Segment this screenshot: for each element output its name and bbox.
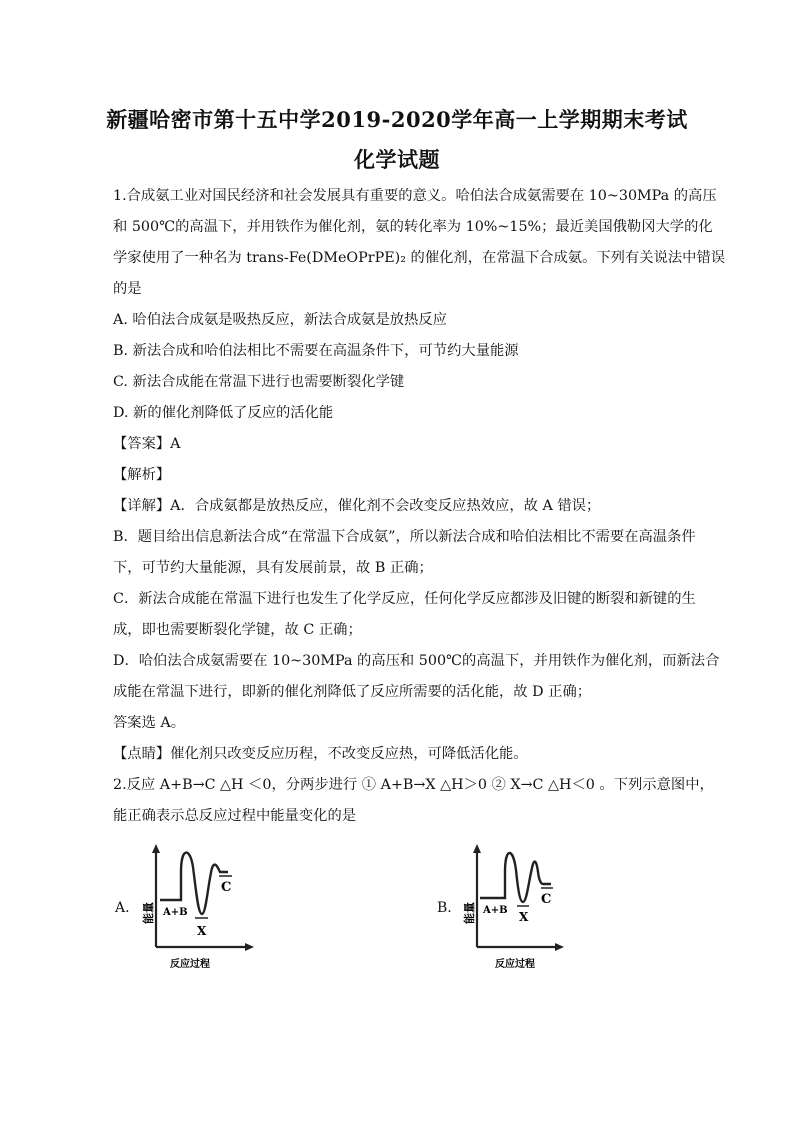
- document-subtitle: 化学试题: [354, 147, 440, 172]
- reactant-label: A+B: [483, 905, 508, 916]
- q2-stem-line: 2.反应 A+B→C △H ＜0，分两步进行 ① A+B→X △H＞0 ② X→C △H＜0 。下列示意图中，: [113, 777, 714, 793]
- question-body: [113, 181, 726, 832]
- q1-detail-line: B．题目给出信息新法合成“在常温下合成氨”，所以新法合成和哈伯法相比不需要在高温条件: [113, 529, 696, 545]
- q1-option-b: B. 新法合成和哈伯法相比不需要在高温条件下，可节约大量能源: [113, 343, 519, 359]
- q1-stem-line: 的是: [113, 281, 142, 297]
- intermediate-label: X: [197, 924, 207, 938]
- q1-option-d: D. 新的催化剂降低了反应的活化能: [113, 405, 334, 421]
- q1-detail-line: 成，即也需要断裂化学键，故 C 正确；: [113, 622, 362, 638]
- q1-stem-line: 和 500℃的高温下，并用铁作为催化剂，氨的转化率为 10%~15%；最近美国俄勒冈大学的化: [113, 219, 713, 235]
- q1-detail-line: 下，可节约大量能源，具有发展前景，故 B 正确；: [113, 560, 433, 576]
- x-axis-arrow: [245, 943, 254, 951]
- x-axis-arrow: [555, 943, 564, 951]
- product-label: C: [541, 892, 552, 907]
- energy-diagram-b: [455, 842, 565, 972]
- y-axis-arrow: [473, 844, 481, 853]
- q1-tip: 【点睛】催化剂只改变反应历程，不改变反应热，可降低活化能。: [113, 746, 528, 762]
- q1-detail-line: 成能在常温下进行，即新的催化剂降低了反应所需要的活化能，故 D 正确；: [113, 684, 592, 700]
- y-axis-label: 能量: [142, 902, 155, 924]
- q1-detail-line: D．哈伯法合成氨需要在 10~30MPa 的高压和 500℃的高温下，并用铁作为催化剂，而新法合: [113, 653, 720, 669]
- q1-stem-line: 1.合成氨工业对国民经济和社会发展具有重要的意义。哈伯法合成氨需要在 10~30MPa 的高压: [113, 188, 717, 204]
- y-axis-arrow: [152, 844, 160, 853]
- q1-detail-line: 答案选 A。: [113, 715, 186, 731]
- reactant-label: A+B: [163, 907, 188, 918]
- q2-figure-row: [0, 842, 794, 982]
- q1-analysis-label: 【解析】: [113, 467, 171, 483]
- energy-curve: [160, 853, 228, 914]
- document-title: 新疆哈密市第十五中学2019-2020学年高一上学期期末考试: [106, 107, 688, 132]
- q2-option-a-label: A.: [115, 900, 130, 916]
- q1-detail-line: C．新法合成能在常温下进行也发生了化学反应，任何化学反应都涉及旧键的断裂和新键的生: [113, 591, 696, 607]
- q2-option-b-label: B.: [437, 900, 452, 916]
- q1-option-c: C. 新法合成能在常温下进行也需要断裂化学键: [113, 374, 405, 390]
- product-label: C: [221, 880, 232, 895]
- q1-detail-line: 【详解】A．合成氨都是放热反应，催化剂不会改变反应热效应，故 A 错误；: [113, 498, 601, 514]
- y-axis-label: 能量: [463, 902, 476, 924]
- energy-diagram-a: [142, 842, 258, 972]
- q1-stem-line: 学家使用了一种名为 trans-Fe(DMeOPrPE)₂ 的催化剂，在常温下合成氨。下列有关说法中错误: [113, 250, 726, 266]
- x-axis-label: 反应过程: [495, 959, 535, 970]
- x-axis-label: 反应过程: [170, 959, 210, 970]
- q1-option-a: A. 哈伯法合成氨是吸热反应，新法合成氨是放热反应: [113, 312, 447, 328]
- intermediate-label: X: [519, 910, 529, 924]
- q2-stem-line: 能正确表示总反应过程中能量变化的是: [113, 808, 357, 824]
- q1-answer: 【答案】A: [113, 436, 181, 452]
